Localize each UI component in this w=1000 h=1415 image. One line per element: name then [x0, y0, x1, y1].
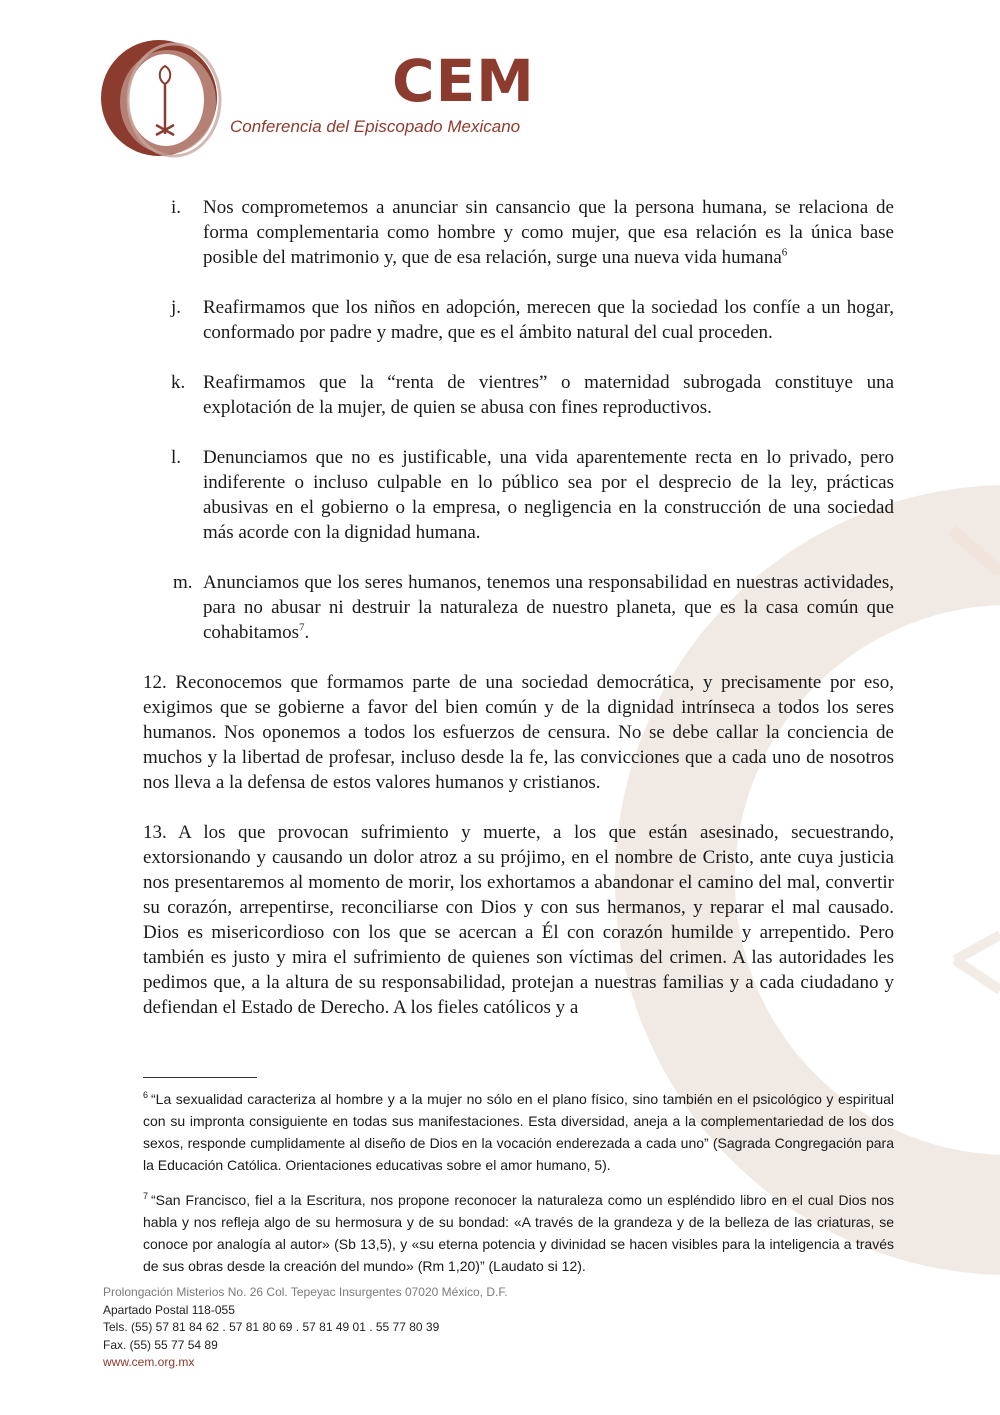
footer-po-box: Apartado Postal 118-055 [103, 1302, 235, 1317]
footnote-6: $^6$ “La sexualidad caracteriza al hombre y a la mujer no sólo en el plano físico, sino también en el psicológico y espiritual con su impronta consiguiente en todas sus manifestaciones. Esta diversidad, aneja a la complementariedad de los dos sexos, responde cumplidamente al diseño de Dios en la vocación enderezada a cada uno” (Sagrada Congregación para la Educación Católica. Orientaciones educativas sobre el amor humano, 5). [143, 1090, 894, 1173]
footnote-separator [143, 1077, 257, 1078]
footer-phones: Tels. (55) 57 81 84 62 . 57 81 80 69 . 57 81 49 01 . 55 77 80 39 [103, 1320, 440, 1334]
footnote-number: 6 [143, 1090, 149, 1101]
list-item-text: Anunciamos que los seres humanos, tenemos una responsabilidad en nuestras actividades, para no abusar ni destruir la naturaleza de nuestro planeta, que es la casa común que cohabitamos$^7$. [203, 572, 894, 643]
footer-address: Prolongación Misterios No. 26 Col. Tepeyac Insurgentes 07020 México, D.F. [103, 1285, 508, 1299]
list-item [143, 445, 894, 545]
footnote-number: 7 [143, 1191, 149, 1202]
list-marker: m. [173, 572, 193, 593]
document-body [143, 195, 894, 1020]
brand-title: CEM [392, 47, 535, 115]
list-marker: k. [171, 372, 186, 393]
list-item [143, 295, 894, 345]
paragraph-12: 12. Reconocemos que formamos parte de una sociedad democrática, y precisamente por eso, exigimos que se gobierne a favor del bien común y de la dignidad intrínseca a todos los seres humanos. Nos oponemos a todos los esfuerzos de censura. No se debe callar la conciencia de muchos y la libertad de profesar, incluso desde la fe, las convicciones que a cada uno de nosotros nos lleva a la defensa de estos valores humanos y cristianos. [143, 672, 894, 793]
list-item-text: Reafirmamos que los niños en adopción, merecen que la sociedad los confíe a un hogar, conformado por padre y madre, que es el ámbito natural del cual proceden. [203, 297, 894, 343]
cem-ring-logo-icon [96, 30, 236, 166]
footer-fax: Fax. (55) 55 77 54 89 [103, 1337, 218, 1352]
list-item [143, 370, 894, 420]
list-item-text: Nos comprometemos a anunciar sin cansancio que la persona humana, se relaciona de forma complementaria como hombre y como mujer, que esa relación es la única base posible del matrimonio y, que de esa relación, surge una nueva vida humana$^6$ [203, 197, 894, 268]
list-item-text: Reafirmamos que la “renta de vientres” o maternidad subrogada constituye una explotación de la mujer, de quien se abusa con fines reproductivos. [203, 372, 894, 418]
footnotes [143, 1088, 894, 1290]
footnote-7: $^7$ “San Francisco, fiel a la Escritura, nos propone reconocer la naturaleza como un espléndido libro en el cual Dios nos habla y nos refleja algo de su hermosura y de su bondad: «A través de la grandeza y de la belleza de las criaturas, se conoce por analogía al autor» (Sb 13,5), y «su eterna potencia y divinidad se hacen visibles para la inteligencia a través de sus obras desde la creación del mundo» (Rm 1,20)” (Laudato si 12). [143, 1191, 894, 1274]
list-marker: i. [171, 197, 182, 218]
brand-subtitle: Conferencia del Episcopado Mexicano [230, 117, 521, 136]
list-marker: l. [171, 447, 182, 468]
footnote-reference[interactable]: 7 [299, 621, 305, 634]
list-item [143, 570, 894, 645]
paragraph-13: 13. A los que provocan sufrimiento y muerte, a los que están asesinado, secuestrando, extorsionando y causando un dolor atroz a su prójimo, en el nombre de Cristo, ante cuya justicia nos presentaremos al momento de morir, los exhortamos a abandonar el camino del mal, convertir su corazón, arrepentirse, reconciliarse con Dios y con sus hermanos, y reparar el mal causado. Dios es misericordioso con los que se acercan a Él con corazón humilde y arrepentido. Pero también es justo y mira el sufrimiento de quienes son víctimas del crimen. A las autoridades les pedimos que, a la altura de su responsabilidad, protejan a nuestras familias y a cada ciudadano y defiendan el Estado de Derecho. A los fieles católicos y a [143, 822, 894, 1018]
list-item-text: Denunciamos que no es justificable, una vida aparentemente recta en lo privado, pero indiferente o incluso culpable en lo público sea por el desprecio de la ley, prácticas abusivas en el gobierno o la empresa, o negligencia en la construcción de una sociedad más acorde con la dignidad humana. [203, 447, 894, 543]
list-item [143, 195, 894, 270]
list-marker: j. [171, 297, 182, 318]
footnote-reference[interactable]: 6 [781, 246, 788, 259]
footer-contact [103, 1284, 508, 1372]
footer-website-link[interactable]: www.cem.org.mx [103, 1355, 195, 1369]
